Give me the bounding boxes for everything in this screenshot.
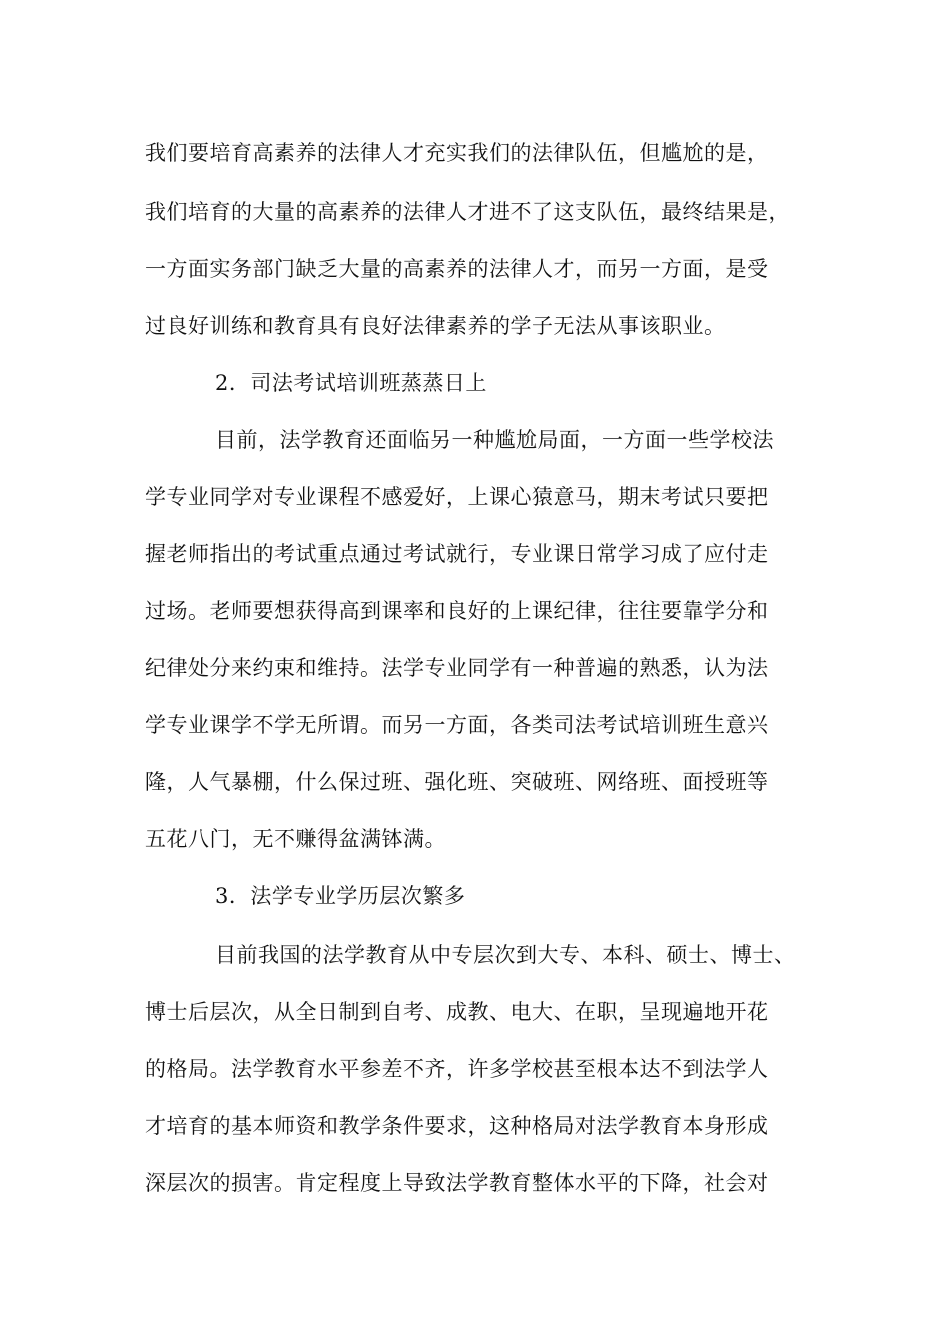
text-line: 一方面实务部门缺乏大量的高素养的法律人才，而另一方面，是受	[145, 257, 769, 281]
section-heading: 2．司法考试培训班蒸蒸日上	[215, 371, 487, 395]
text-line: 过场。老师要想获得高到课率和良好的上课纪律，往往要靠学分和	[145, 599, 769, 623]
text-line: 目前我国的法学教育从中专层次到大专、本科、硕士、博士、	[215, 943, 796, 967]
text-line: 学专业同学对专业课程不感爱好，上课心猿意马，期末考试只要把	[145, 485, 769, 509]
text-line: 博士后层次，从全日制到自考、成教、电大、在职，呈现遍地开花	[145, 1000, 769, 1024]
text-line: 五花八门，无不赚得盆满钵满。	[145, 827, 446, 851]
text-line: 我们培育的大量的高素养的法律人才进不了这支队伍，最终结果是，	[145, 200, 790, 224]
section-heading: 3．法学专业学历层次繁多	[215, 884, 466, 908]
text-line: 隆，人气暴棚，什么保过班、强化班、突破班、网络班、面授班等	[145, 770, 769, 794]
text-line: 过良好训练和教育具有良好法律素养的学子无法从事该职业。	[145, 314, 726, 338]
text-line: 的格局。法学教育水平参差不齐，许多学校甚至根本达不到法学人	[145, 1057, 769, 1081]
text-line: 目前，法学教育还面临另一种尴尬局面，一方面一些学校法	[215, 428, 774, 452]
text-line: 我们要培育高素养的法律人才充实我们的法律队伍，但尴尬的是，	[145, 141, 769, 165]
text-line: 才培育的基本师资和教学条件要求，这种格局对法学教育本身形成	[145, 1114, 769, 1138]
text-line: 握老师指出的考试重点通过考试就行，专业课日常学习成了应付走	[145, 542, 769, 566]
text-line: 深层次的损害。肯定程度上导致法学教育整体水平的下降，社会对	[145, 1171, 769, 1195]
text-line: 纪律处分来约束和维持。法学专业同学有一种普遍的熟悉，认为法	[145, 656, 769, 680]
text-line: 学专业课学不学无所谓。而另一方面，各类司法考试培训班生意兴	[145, 713, 769, 737]
